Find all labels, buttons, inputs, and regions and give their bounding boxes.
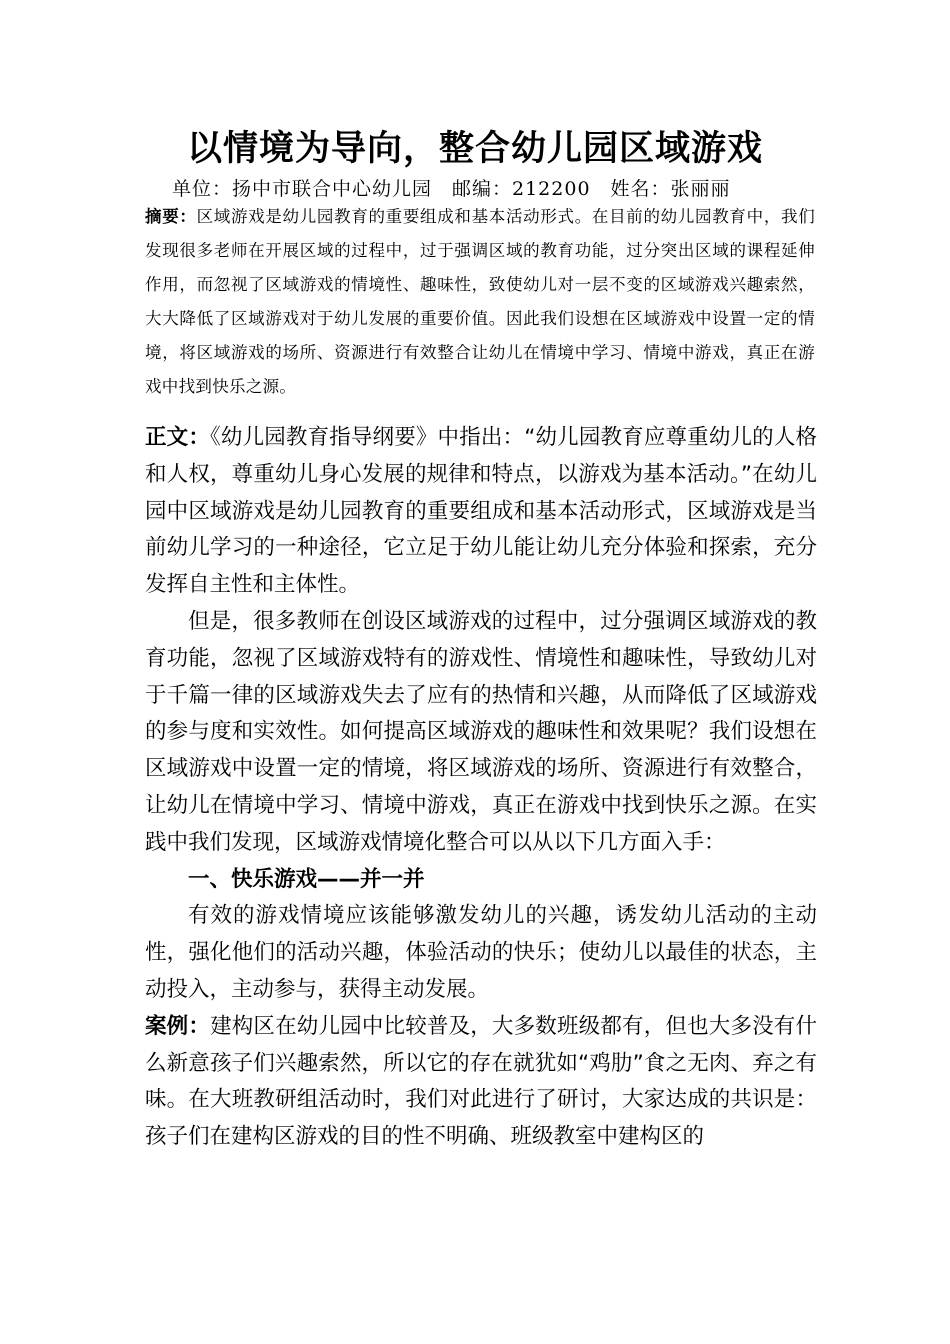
body-paragraph-1	[145, 420, 817, 604]
body-label: 正文：	[145, 425, 210, 450]
section-heading-1: 一、快乐游戏——并一并	[188, 866, 425, 892]
body-paragraph-2: 但是，很多教师在创设区域游戏的过程中，过分强调区域游戏的教育功能，忽视了区域游戏特有的游戏性、情境性和趣味性，导致幼儿对于千篇一律的区域游戏失去了应有的热情和兴趣，从而降低了区域游戏的参与度和实效性。如何提高区域游戏的趣味性和效果呢？我们设想在区域游戏中设置一定的情境，将区域游戏的场所、资源进行有效整合，让幼儿在情境中学习、情境中游戏，真正在游戏中找到快乐之源。在实践中我们发现，区域游戏情境化整合可以从以下几方面入手：	[145, 608, 817, 855]
body-paragraph-3: 有效的游戏情境应该能够激发幼儿的兴趣，诱发幼儿活动的主动性，强化他们的活动兴趣，体验活动的快乐；使幼儿以最佳的状态，主动投入，主动参与，获得主动发展。	[145, 903, 817, 1002]
author-byline: 单位：扬中市联合中心幼儿园 邮编：212200 姓名：张丽丽	[172, 178, 731, 200]
abstract-paragraph	[145, 200, 815, 404]
body-text	[145, 420, 817, 1156]
abstract-label: 摘要：	[145, 207, 197, 226]
case-paragraph	[145, 1009, 817, 1156]
body-paragraph-1-text: 《幼儿园教育指导纲要》中指出：“幼儿园教育应尊重幼儿的人格和人权，尊重幼儿身心发展的规律和特点，以游戏为基本活动。”在幼儿园中区域游戏是幼儿园教育的重要组成和基本活动形式，区域游戏是当前幼儿学习的一种途径，它立足于幼儿能让幼儿充分体验和探索，充分发挥自主性和主体性。	[145, 425, 817, 598]
case-label: 案例：	[145, 1013, 211, 1039]
abstract-text: 区域游戏是幼儿园教育的重要组成和基本活动形式。在目前的幼儿园教育中，我们发现很多老师在开展区域的过程中，过于强调区域的教育功能，过分突出区域的课程延伸作用，而忽视了区域游戏的情境性、趣味性，致使幼儿对一层不变的区域游戏兴趣索然，大大降低了区域游戏对于幼儿发展的重要价值。因此我们设想在区域游戏中设置一定的情境，将区域游戏的场所、资源进行有效整合让幼儿在情境中学习、情境中游戏，真正在游戏中找到快乐之源。	[145, 207, 815, 396]
document-title: 以情境为导向，整合幼儿园区域游戏	[186, 129, 763, 169]
case-text: 建构区在幼儿园中比较普及，大多数班级都有，但也大多没有什么新意孩子们兴趣索然，所以它的存在就犹如“鸡肋”食之无肉、弃之有味。在大班教研组活动时，我们对此进行了研讨，大家达成的共识是：孩子们在建构区游戏的目的性不明确、班级教室中建构区的	[145, 1013, 817, 1150]
